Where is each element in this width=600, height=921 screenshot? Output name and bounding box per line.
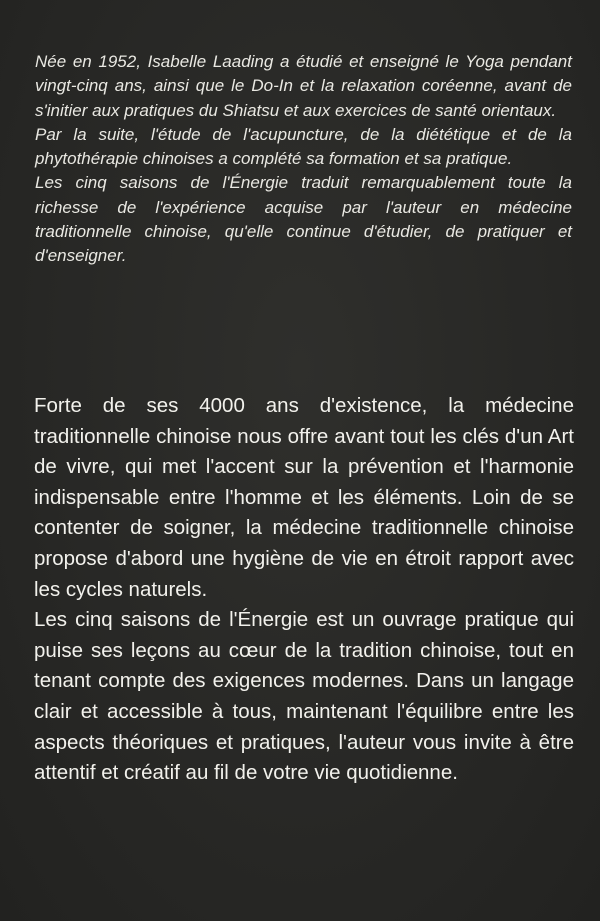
description-paragraph-1: Forte de ses 4000 ans d'existence, la médecine traditionnelle chinoise nous offre avant tout les clés d'un Art de vivre, qui met l'accent sur la prévention et l'harmonie indispensable entre l'homme et les éléments. Loin de se contenter de soigner, la médecine traditionnelle chinoise propose d'abord une hygiène de vie en étroit rapport avec les cycles naturels.: [34, 394, 574, 601]
bio-paragraph-1: Née en 1952, Isabelle Laading a étudié et enseigné le Yoga pendant vingt-cinq ans, ainsi que le Do-In et la relaxation coréenne, avant de s'initier aux pratiques du Shiatsu et aux exercices de santé orientaux.: [35, 52, 572, 120]
book-description: [34, 391, 574, 789]
bio-paragraph-3: Les cinq saisons de l'Énergie traduit remarquablement toute la richesse de l'expérience acquise par l'auteur en médecine traditionnelle chinoise, qu'elle continue d'étudier, de pratiquer et d'enseigner.: [35, 173, 572, 266]
bio-paragraph-2: Par la suite, l'étude de l'acupuncture, de la diététique et de la phytothérapie chinoises a complété sa formation et sa pratique.: [35, 124, 572, 169]
description-paragraph-2: Les cinq saisons de l'Énergie est un ouvrage pratique qui puise ses leçons au cœur de la tradition chinoise, tout en tenant compte des exigences modernes. Dans un langage clair et accessible à tous, maintenant l'équilibre entre les aspects théoriques et pratiques, l'auteur vous invite à être attentif et créatif au fil de votre vie quotidienne.: [34, 608, 574, 785]
author-biography: [35, 50, 572, 269]
